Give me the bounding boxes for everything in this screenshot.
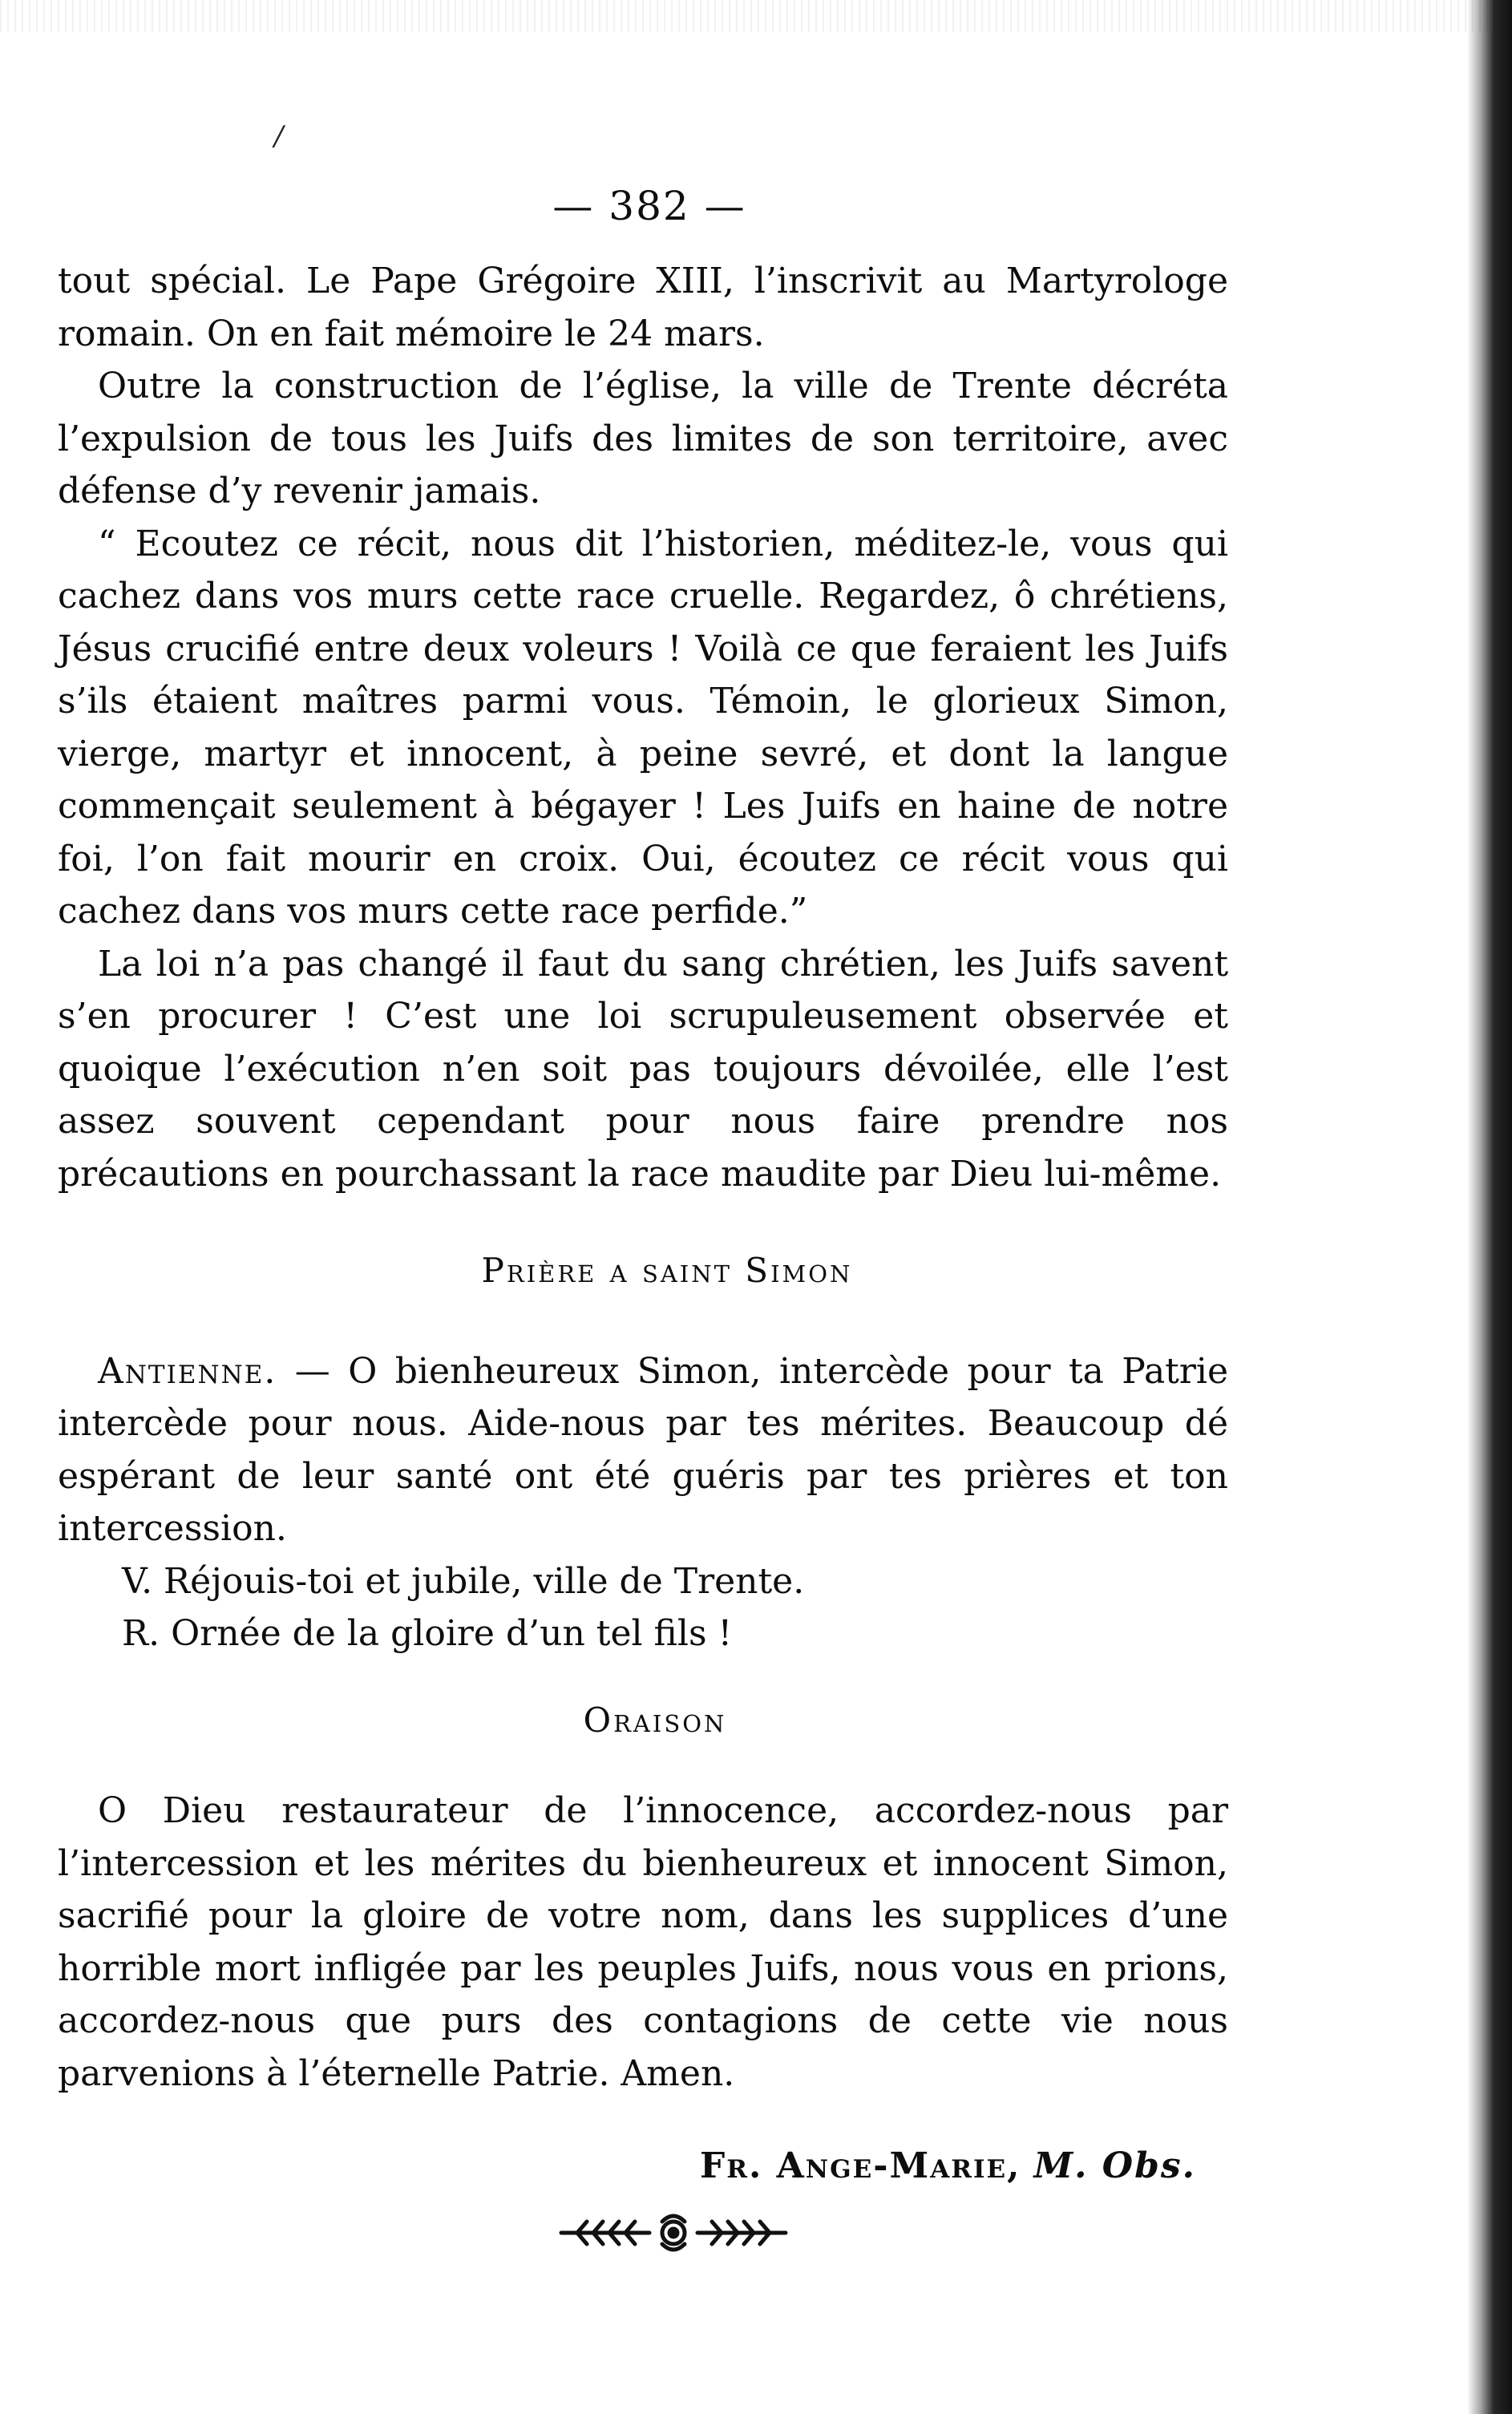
prayer-heading: Prière a saint Simon	[481, 1251, 853, 1290]
response: R. Ornée de la gloire d’un tel fils !	[122, 1613, 733, 1654]
antiphon-text: — O bienheureux Simon, intercède pour ta Patrie intercède pour nous. Aide-nous par tes mérites. Beaucoup dé espérant de leur santé ont été guéris par tes prières et ton intercession.	[58, 1350, 1228, 1549]
page-number: — 382 —	[552, 183, 746, 229]
margin-mark: /	[274, 120, 284, 152]
signature	[58, 2140, 1196, 2193]
scan-noise	[0, 0, 1512, 32]
oraison-heading: Oraison	[583, 1700, 727, 1740]
paragraph-law: La loi n’a pas changé il faut du sang chrétien, les Juifs savent s’en procurer ! C’est une loi scrupuleusement observée et quoique l’exécution n’en soit pas toujours dévoilée, elle l’est assez souvent cependant pour nous faire prendre nos précautions en pourchassant la race maudite par Dieu lui-même.	[58, 943, 1228, 1195]
paragraph-quote: “ Ecoutez ce récit, nous dit l’historien, méditez-le, vous qui cachez dans vos murs cette race cruelle. Regardez, ô chrétiens, Jésus crucifié entre deux voleurs ! Voilà ce que feraient les Juifs s’ils étaient maîtres parmi vous. Témoin, le glorieux Simon, vierge, martyr et innocent, à peine sevré, et dont la langue commençait seulement à bégayer ! Les Juifs en haine de notre foi, l’on fait mourir en croix. Oui, écoutez ce récit vous qui cachez dans vos murs cette race perfide.”	[58, 523, 1228, 932]
body-text	[58, 255, 1228, 2193]
fleuron-ornament-icon	[553, 2205, 794, 2261]
versicle: V. Réjouis-toi et jubile, ville de Trente.	[122, 1560, 805, 1602]
antiphon	[58, 1345, 1228, 1555]
oraison-text: O Dieu restaurateur de l’innocence, accordez-nous par l’intercession et les mérites du bienheureux et innocent Simon, sacrifié pour la gloire de votre nom, dans les supplices d’une horrible mort infligée par les peuples Juifs, nous vous en prions, accordez-nous que purs des contagions de cette vie nous parvenions à l’éternelle Patrie. Amen.	[58, 1790, 1228, 2094]
paragraph-expulsion: Outre la construction de l’église, la ville de Trente décréta l’expulsion de tous les Juifs des limites de son territoire, avec défense d’y revenir jamais.	[58, 366, 1228, 512]
signature-abbr: M. Obs.	[1033, 2145, 1196, 2186]
antiphon-label: Antienne.	[98, 1350, 277, 1392]
binding-shadow	[1467, 0, 1512, 2414]
signature-name: Fr. Ange-Marie,	[700, 2145, 1021, 2186]
paragraph-continuation: tout spécial. Le Pape Grégoire XIII, l’inscrivit au Martyrologe romain. On en fait mémoire le 24 mars.	[58, 261, 1228, 354]
